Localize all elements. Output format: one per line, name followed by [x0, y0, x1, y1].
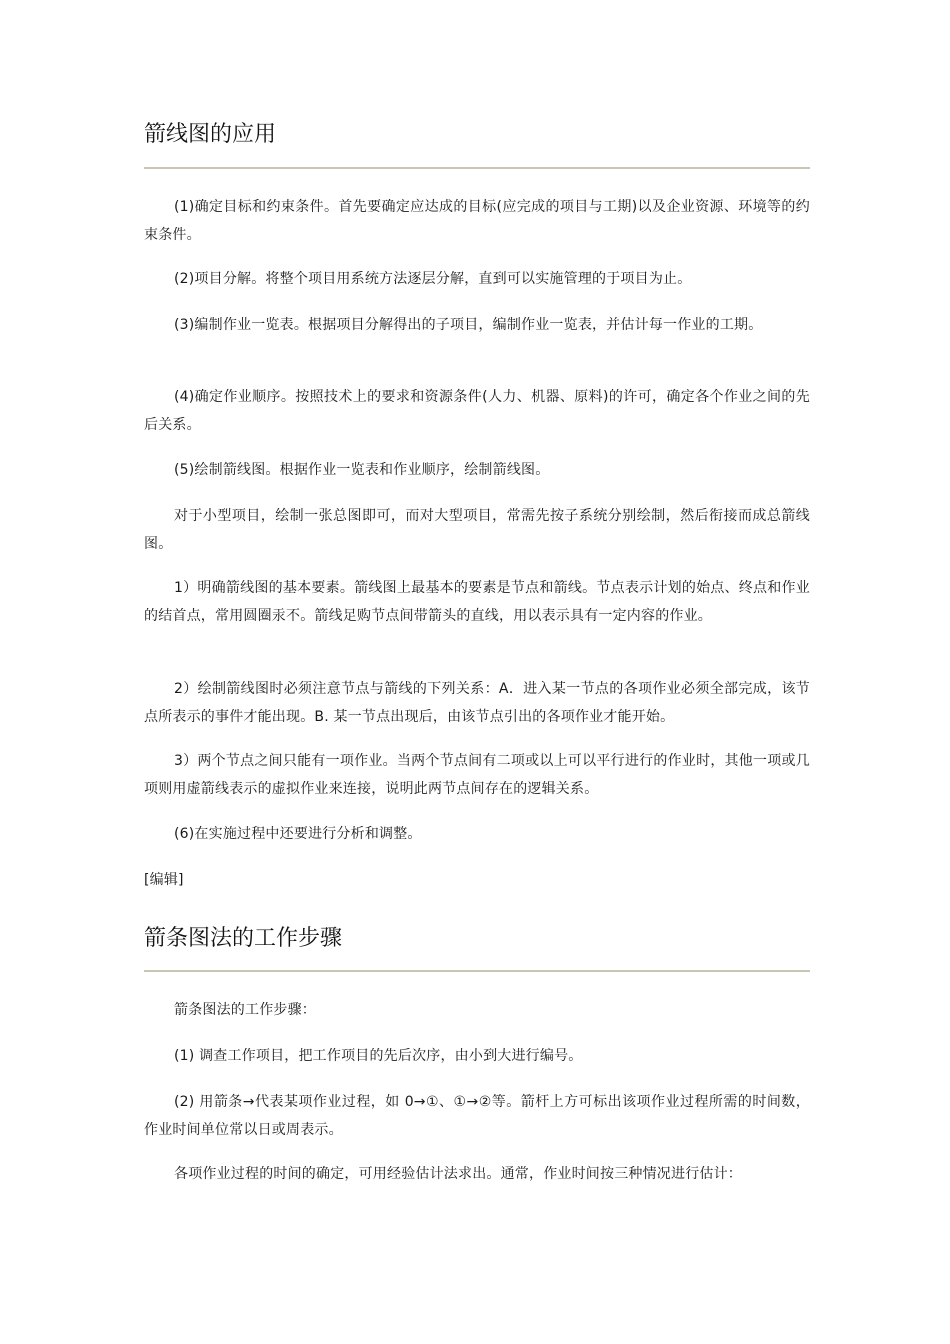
- edit-link[interactable]: [编辑]: [144, 872, 184, 888]
- paragraph: (3)编制作业一览表。根据项目分解得出的子项目，编制作业一览表，并估计每一作业的工期。: [174, 317, 763, 333]
- paragraph: (2) 用箭条→代表某项作业过程，如 0→①、①→②等。箭杆上方可标出该项作业过程所需的时间数，作业时间单位常以日或周表示。: [144, 1094, 810, 1138]
- paragraph: (5)绘制箭线图。根据作业一览表和作业顺序，绘制箭线图。: [174, 462, 550, 478]
- paragraph: 3）两个节点之间只能有一项作业。当两个节点间有二项或以上可以平行进行的作业时，其他一项或几项则用虚箭线表示的虚拟作业来连接，说明此两节点间存在的逻辑关系。: [144, 753, 810, 797]
- paragraph: 各项作业过程的时间的确定，可用经验估计法求出。通常，作业时间按三种情况进行估计：: [174, 1166, 742, 1182]
- paragraph: (1) 调查工作项目，把工作项目的先后次序，由小到大进行编号。: [174, 1048, 583, 1064]
- paragraph: 箭条图法的工作步骤：: [174, 1002, 316, 1018]
- paragraph: 2）绘制箭线图时必须注意节点与箭线的下列关系：A．进入某一节点的各项作业必须全部完成，该节点所表示的事件才能出现。B. 某一节点出现后，由该节点引出的各项作业才能开始。: [144, 681, 810, 725]
- paragraph: (4)确定作业顺序。按照技术上的要求和资源条件(人力、机器、原料)的许可，确定各个作业之间的先后关系。: [144, 389, 810, 433]
- paragraph: 1）明确箭线图的基本要素。箭线图上最基本的要素是节点和箭线。节点表示计划的始点、终点和作业的结首点，常用圆圈汞不。箭线足购节点间带箭头的直线，用以表示具有一定内容的作业。: [144, 580, 810, 624]
- paragraph: (1)确定目标和约束条件。首先要确定应达成的目标(应完成的项目与工期)以及企业资源、环境等的约束条件。: [144, 199, 810, 243]
- paragraph: 对于小型项目，绘制一张总图即可，而对大型项目，常需先按子系统分别绘制，然后衔接而成总箭线图。: [144, 508, 810, 552]
- paragraph: (2)项目分解。将整个项目用系统方法逐层分解，直到可以实施管理的于项目为止。: [174, 271, 692, 287]
- section-divider: [144, 167, 810, 169]
- section-divider: [144, 970, 810, 972]
- paragraph: (6)在实施过程中还要进行分析和调整。: [174, 826, 422, 842]
- section-title: 箭条图法的工作步骤: [144, 926, 343, 951]
- section-title: 箭线图的应用: [144, 122, 277, 147]
